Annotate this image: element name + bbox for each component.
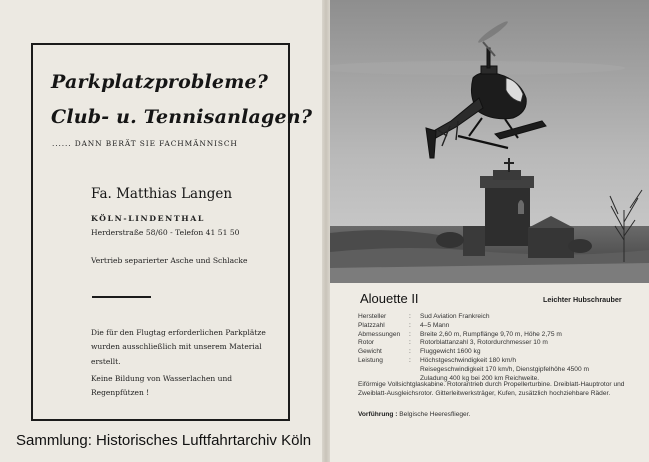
spec-colon: : — [409, 313, 411, 320]
aircraft-description: Eiförmige Vollsichtglaskabine. Rotorantrieb durch Propellerturbine. Dreiblatt-Hauptrotor und Zweiblatt-Ausgleichsrotor. Gitterleitwerksträger, Kufen, zusätzlich hochziehbare Räder. — [358, 381, 625, 397]
spec-value-continued: Reisegeschwindigkeit 170 km/h, Dienstgipfelhöhe 4500 m — [420, 365, 589, 373]
spec-value: Sud Aviation Frankreich — [420, 313, 490, 320]
spec-value: Rotorblattanzahl 3, Rotordurchmesser 10 m — [420, 339, 548, 347]
helicopter-photo — [330, 0, 649, 283]
spec-value-continued: Zuladung 400 kg bei 200 km Reichweite. — [420, 374, 540, 382]
spec-label: Platzzahl — [358, 321, 385, 329]
spec-label: Rotor — [358, 339, 375, 347]
spec-value: Höchstgeschwindigkeit 180 km/h — [420, 356, 517, 364]
spec-row-manufacturer — [358, 313, 628, 322]
page-gutter — [322, 0, 330, 462]
demonstration-value: Belgische Heeresflieger. — [399, 411, 471, 418]
spec-row-weight — [358, 348, 628, 357]
demonstration-label: Vorführung : — [358, 411, 398, 418]
aircraft-title: Alouette II — [360, 291, 419, 306]
ad-divider — [92, 296, 151, 298]
spec-colon: : — [409, 321, 411, 329]
aircraft-subtitle: Leichter Hubschrauber — [543, 295, 622, 304]
advertisement-box — [31, 43, 313, 421]
spec-colon: : — [409, 356, 411, 364]
spec-colon: : — [409, 330, 411, 338]
spec-table — [358, 313, 628, 383]
ad-sales-line: Vertrieb separierter Asche und Schlacke — [91, 256, 248, 265]
spec-value: Breite 2,60 m, Rumpflänge 9,70 m, Höhe 2,75 m — [420, 330, 562, 338]
ad-city: KÖLN-LINDENTHAL — [91, 214, 205, 223]
spec-row-dimensions — [358, 331, 628, 340]
spec-colon: : — [409, 348, 411, 356]
spec-row-performance — [358, 357, 628, 366]
ad-tagline: ...... DANN BERÄT SIE FACHMÄNNISCH — [52, 139, 238, 148]
ad-company-name: Fa. Matthias Langen — [91, 186, 233, 202]
spec-label: Leistung — [358, 356, 383, 364]
ad-paragraph-puddles: Keine Bildung von Wasserlachen und Regenpfützen ! — [91, 374, 233, 398]
spec-label: Gewicht — [358, 348, 382, 356]
ad-paragraph-parking: Die für den Flugtag erforderlichen Parkplätze wurden ausschließlich mit unserem Material erstellt. — [91, 328, 266, 366]
archive-credit: Sammlung: Historisches Luftfahrtarchiv Köln — [16, 432, 312, 449]
spec-row-rotor — [358, 339, 628, 348]
ad-address: Herderstraße 58/60 - Telefon 41 51 50 — [91, 228, 240, 237]
demonstration-line — [358, 411, 470, 418]
spec-value: 4–5 Mann — [420, 321, 450, 329]
spec-label: Abmessungen — [358, 330, 401, 338]
spec-colon: : — [409, 339, 411, 347]
ad-headline-parking: Parkplatzprobleme? — [51, 71, 269, 93]
ad-headline-tennis: Club- u. Tennisanlagen? — [51, 106, 313, 128]
spec-row-performance-cont — [358, 366, 628, 375]
spec-value: Fluggewicht 1600 kg — [420, 348, 481, 356]
spec-row-seats — [358, 322, 628, 331]
spec-label: Hersteller — [358, 313, 387, 320]
